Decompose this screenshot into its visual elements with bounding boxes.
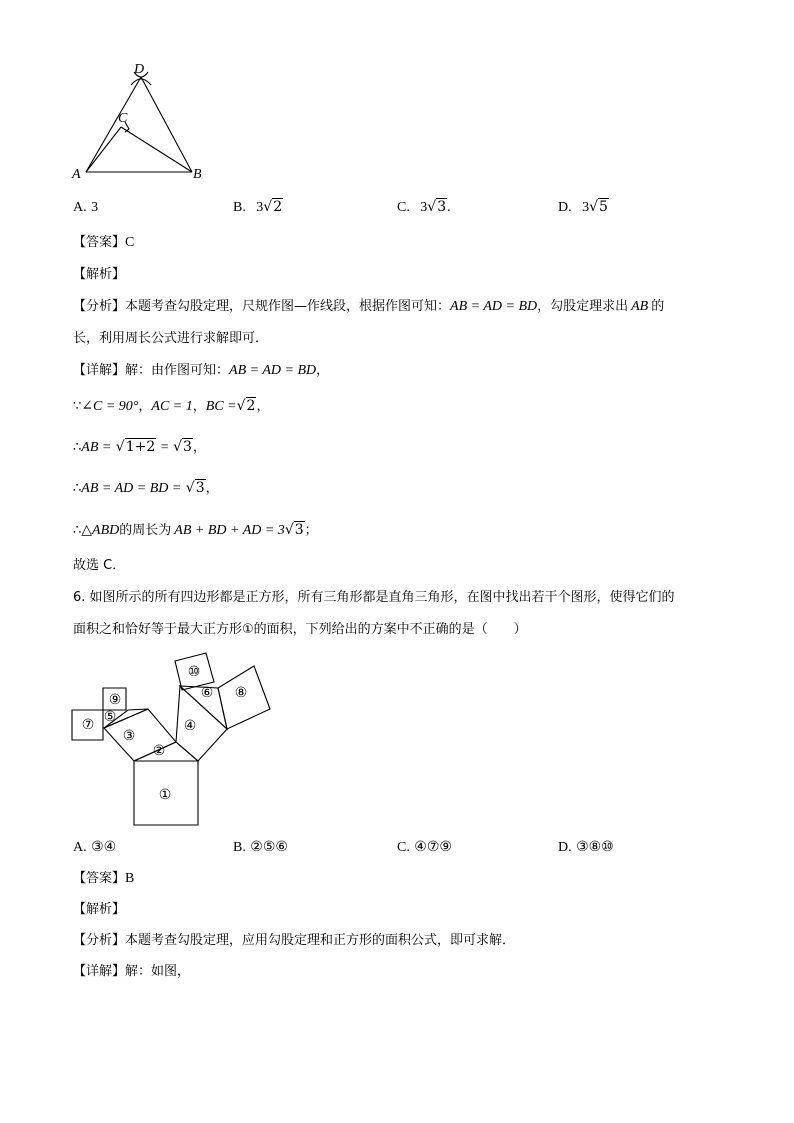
label-s1: ①: [158, 788, 172, 803]
label-a: A: [72, 167, 81, 182]
label-t5: ⑤: [103, 710, 117, 725]
label-s7: ⑦: [81, 718, 95, 733]
q5-step1: ∵∠C = 90°，AC = 1，BC =√2，: [73, 398, 270, 414]
label-b: B: [193, 167, 202, 182]
q6-option-d[interactable]: D. ③⑧⑩: [558, 840, 614, 855]
sqrt-3: √3: [427, 199, 447, 215]
q6-option-b[interactable]: B. ②⑤⑥: [233, 840, 288, 855]
q5-option-d[interactable]: D. 3√5: [558, 199, 608, 215]
label-s4: ④: [183, 719, 197, 734]
q6-stem-line2: 面积之和恰好等于最大正方形①的面积，下列给出的方案中不正确的是（ ）: [73, 622, 527, 637]
label-t6: ⑥: [200, 686, 214, 701]
q5-option-b[interactable]: B. 3√2: [233, 199, 283, 215]
answer-value: C: [125, 235, 135, 250]
q6-detail-line: 【详解】解：如图，: [73, 964, 191, 979]
label-c: C: [118, 111, 128, 126]
q5-step3: ∴AB = AD = BD = √3，: [73, 480, 219, 496]
q5-jiexi-line: 【解析】: [73, 267, 126, 282]
answer-tag: 【答案】: [73, 235, 126, 250]
label-d: D: [134, 62, 145, 77]
sqrt-5: √5: [589, 199, 608, 215]
segment-ac: [86, 127, 121, 172]
label-s3: ③: [122, 729, 136, 744]
label-s8: ⑧: [234, 686, 248, 701]
q6-jiexi-line: 【解析】: [73, 902, 126, 917]
q6-answer-line: 【答案】B: [73, 871, 135, 886]
arc-d-left: [131, 79, 151, 85]
label-s9: ⑨: [108, 693, 122, 708]
segment-ad: [86, 77, 141, 172]
q5-option-c[interactable]: C. 3√3.: [397, 199, 451, 215]
q5-triangle-figure: [68, 60, 218, 185]
segment-cb: [121, 127, 192, 172]
q6-option-a[interactable]: A. ③④: [73, 840, 117, 855]
q6-option-c[interactable]: C. ④⑦⑨: [397, 840, 452, 855]
q5-analysis-line2: 长，利用周长公式进行求解即可．: [73, 331, 269, 346]
q5-answer-line: [73, 232, 134, 253]
q5-step4: ∴△ABD的周长为 AB + BD + AD = 3√3；: [73, 522, 318, 538]
segment-bd: [141, 77, 192, 172]
q5-option-a[interactable]: A. 3: [73, 200, 99, 215]
q6-stem-line1: 6. 如图所示的所有四边形都是正方形，所有三角形都是直角三角形，在图中找出若干个图形，使得它们的: [73, 590, 675, 605]
q6-squares-figure: [68, 648, 278, 830]
q6-analysis-line: 【分析】本题考查勾股定理，应用勾股定理和正方形的面积公式，即可求解．: [73, 933, 516, 948]
q5-detail-line: 【详解】解：由作图可知：AB = AD = BD，: [73, 363, 330, 378]
q5-analysis-line1: 【分析】本题考查勾股定理，尺规作图—作线段，根据作图可知：AB = AD = BD，勾股定理求出 AB 的: [73, 299, 665, 314]
triangle-2: [134, 742, 198, 761]
q5-step2: ∴AB = √1+2 = √3，: [73, 439, 206, 455]
sqrt-2: √2: [263, 199, 283, 215]
label-t2: ②: [152, 744, 166, 759]
q5-conclusion: 故选 C．: [73, 558, 126, 573]
label-s10: ⑩: [187, 665, 201, 680]
